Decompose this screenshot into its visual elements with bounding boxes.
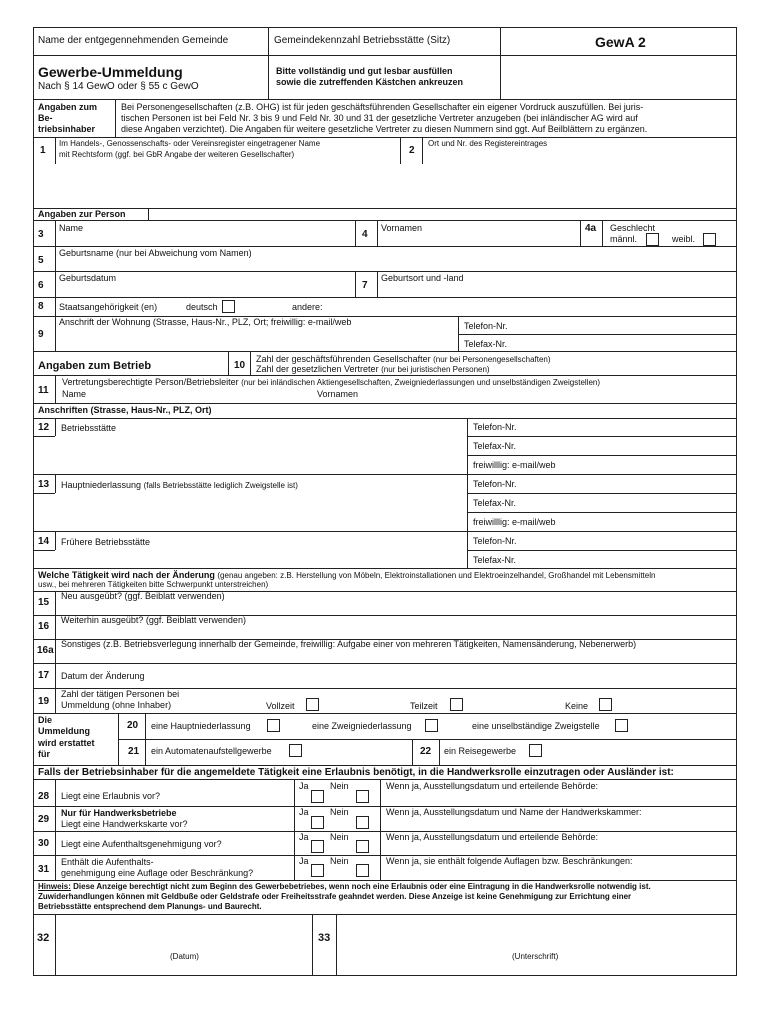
field-30-wenn-label: Wenn ja, Ausstellungsdatum und erteilende Behörde:: [386, 832, 598, 842]
field-17-input[interactable]: [160, 665, 736, 687]
field-12-number: 12: [38, 422, 50, 433]
field-11-number: 11: [38, 385, 49, 396]
field-9-telefon-label: Telefon-Nr.: [464, 321, 508, 331]
field-11-label-1: Vertretungsberechtigte Person/Betriebsleiter (nur bei inländischen Aktiengesellschaften, Zweigniederlassungen und unselbständigen Zweigstellen): [62, 377, 601, 387]
person-heading: Angaben zur Person: [38, 209, 126, 219]
field-14-input[interactable]: [34, 551, 467, 568]
field-17-label: Datum der Änderung: [61, 671, 145, 681]
field-6-label: Geburtsdatum: [59, 273, 117, 283]
field-31-nein-checkbox[interactable]: [356, 864, 369, 877]
field-3-input[interactable]: [56, 232, 355, 246]
instruction-line-1: Bitte vollständig und gut lesbar ausfüllen: [276, 66, 453, 76]
field-31-wenn-label: Wenn ja, sie enthält folgende Auflagen bzw. Beschränkungen:: [386, 856, 633, 866]
date-caption: (Datum): [170, 952, 199, 961]
field-6-number: 6: [38, 280, 44, 291]
field-30-input[interactable]: [381, 843, 736, 855]
field-2-label: Ort und Nr. des Registereintrages: [428, 139, 548, 148]
field-4a-number: 4a: [585, 223, 597, 234]
field-29-ja-label: Ja: [299, 807, 309, 817]
field-4-number: 4: [362, 229, 368, 240]
field-31-ja-checkbox[interactable]: [311, 864, 324, 877]
field-29-input[interactable]: [381, 818, 736, 831]
nationality-german-label: deutsch: [186, 302, 218, 312]
anschriften-heading: Anschriften (Strasse, Haus-Nr., PLZ, Ort): [38, 405, 212, 415]
field-13-number: 13: [38, 479, 50, 490]
field-12-label: Betriebsstätte: [61, 423, 117, 433]
inhaber-label-3: triebsinhaber: [38, 124, 96, 134]
field-30-label: Liegt eine Aufenthaltsgenehmigung vor?: [61, 839, 222, 849]
field-31-number: 31: [38, 864, 50, 875]
field-15-number: 15: [38, 597, 50, 608]
unselbstaendige-zweigstelle-checkbox[interactable]: [615, 719, 628, 732]
vollzeit-label: Vollzeit: [266, 701, 295, 711]
gender-male-checkbox[interactable]: [646, 233, 659, 246]
reisegewerbe-checkbox[interactable]: [529, 744, 542, 757]
field-28-label: Liegt eine Erlaubnis vor?: [61, 791, 161, 801]
inhaber-note-2: tischen Personen ist bei Feld Nr. 3 bis 9 und Feld Nr. 30 und 31 der gesetzliche Vertreter anzugeben (bei inländischer AG wird auf: [121, 113, 638, 123]
field-9-number: 9: [38, 329, 44, 340]
inhaber-note-1: Bei Personengesellschaften (z.B. OHG) ist für jeden geschäftsführenden Gesellschafter ein eigener Vordruck auszufüllen. Bei juris-: [121, 102, 644, 112]
keine-checkbox[interactable]: [599, 698, 612, 711]
field-16-input[interactable]: [56, 626, 736, 639]
field-29-number: 29: [38, 814, 50, 825]
field-4a-label: Geschlecht: [610, 223, 656, 233]
field-19-label-2: Ummeldung (ohne Inhaber): [61, 700, 172, 710]
field-1-number: 1: [40, 145, 46, 156]
nationality-german-checkbox[interactable]: [222, 300, 235, 313]
field-30-ja-checkbox[interactable]: [311, 840, 324, 853]
field-11-name-label: Name: [62, 389, 87, 399]
vollzeit-checkbox[interactable]: [306, 698, 319, 711]
field-5-label: Geburtsname (nur bei Abweichung vom Namen): [59, 248, 252, 258]
betrieb-heading: Angaben zum Betrieb: [38, 360, 152, 372]
inhaber-label-1: Angaben zum: [38, 102, 98, 112]
field-16-label: Weiterhin ausgeübt? (ggf. Beiblatt verwenden): [61, 615, 246, 625]
unselbstaendige-zweigstelle-label: eine unselbständige Zweigstelle: [472, 721, 600, 731]
field-12-web-label: freiwilllig: e-mail/web: [473, 460, 556, 470]
field-28-input[interactable]: [381, 792, 736, 806]
field-28-nein-label: Nein: [330, 781, 349, 791]
hauptniederlassung-checkbox[interactable]: [267, 719, 280, 732]
field-29-nein-checkbox[interactable]: [356, 816, 369, 829]
instruction-line-2: sowie die zutreffenden Kästchen ankreuzen: [276, 77, 464, 87]
field-12-input[interactable]: [34, 437, 467, 474]
field-16-number: 16: [38, 621, 50, 632]
field-2-number: 2: [409, 145, 415, 156]
field-12-telefax-label: Telefax-Nr.: [473, 441, 517, 451]
field-14-telefon-label: Telefon-Nr.: [473, 536, 517, 546]
field-29-nein-label: Nein: [330, 807, 349, 817]
hauptniederlassung-label: eine Hauptniederlassung: [151, 721, 251, 731]
field-22-number: 22: [420, 746, 432, 757]
field-32-number: 32: [37, 932, 50, 944]
field-29-label-1: Nur für Handwerksbetriebe: [61, 808, 177, 818]
hinweis-line-1: Hinweis: Diese Anzeige berechtigt nicht zum Beginn des Gewerbebetriebes, wenn noch eine Erlaubnis oder eine Eintragung in die Handwerksrolle notwendig ist.: [38, 882, 651, 891]
field-13-web-label: freiwilllig: e-mail/web: [473, 517, 556, 527]
field-30-nein-label: Nein: [330, 832, 349, 842]
hinweis-line-3: Betriebsstätte entsprechend dem Planungs- und Baurecht.: [38, 902, 262, 911]
field-29-wenn-label: Wenn ja, Ausstellungsdatum und Name der Handwerkskammer:: [386, 807, 642, 817]
field-16a-label: Sonstiges (z.B. Betriebsverlegung innerhalb der Gemeinde, freiwillig: Aufgabe einer von mehreren Tätigkeiten, Namensänderung, Nebenerwerb): [61, 639, 637, 649]
field-31-label-1: Enthält die Aufenthalts-: [61, 857, 154, 867]
field-28-ja-checkbox[interactable]: [311, 790, 324, 803]
gender-female-checkbox[interactable]: [703, 233, 716, 246]
field-33-number: 33: [318, 932, 331, 944]
field-19-number: 19: [38, 696, 50, 707]
field-9-input[interactable]: [56, 328, 458, 351]
zweigniederlassung-label: eine Zweigniederlassung: [312, 721, 412, 731]
erstattet-label-1: Die: [38, 715, 53, 725]
field-21-number: 21: [128, 746, 140, 757]
field-6-input[interactable]: [56, 283, 355, 297]
teilzeit-checkbox[interactable]: [450, 698, 463, 711]
field-8-label: Staatsangehörigkeit (en): [59, 302, 158, 312]
field-7-input[interactable]: [378, 283, 736, 297]
field-1-label-1: Im Handels-, Genossenschafts- oder Vereinsregister eingetragener Name: [59, 139, 321, 148]
field-5-number: 5: [38, 255, 44, 266]
erstattet-label-3: wird erstattet: [38, 738, 95, 748]
erlaubnis-heading: Falls der Betriebsinhaber für die angemeldete Tätigkeit eine Erlaubnis benötigt, in die Handwerksrolle einzutragen oder Ausländer ist:: [38, 767, 674, 778]
field-16a-input[interactable]: [56, 650, 736, 663]
field-31-label-2: genehmigung eine Auflage oder Beschränkung?: [61, 868, 254, 878]
field-13-input[interactable]: [34, 494, 467, 531]
erstattet-label-2: Ummeldung: [38, 726, 91, 736]
field-2-input[interactable]: [423, 148, 736, 164]
page-title: Gewerbe-Ummeldung: [38, 64, 183, 80]
hinweis-line-2: Zuwiderhandlungen können mit Geldbuße oder Geldstrafe oder Freiheitsstrafe geahndet werden. Diese Anzeige ist keine Genehmigung zur Errichtung einer: [38, 892, 632, 901]
field-20-number: 20: [127, 720, 139, 731]
erstattet-label-4: für: [38, 749, 50, 759]
field-29-ja-checkbox[interactable]: [311, 816, 324, 829]
field-31-input[interactable]: [381, 867, 736, 880]
form-id: GewA 2: [595, 34, 646, 50]
field-1-label-2: mit Rechtsform (ggf. bei GbR Angabe der weiteren Gesellschafter): [59, 150, 295, 159]
inhaber-note-3: diese Angaben verzichtet). Die Angaben für weitere gesetzliche Vertreter zu diesen Nummern sind ggt. Auf Beilblättern zu ergänzen.: [121, 124, 648, 134]
field-28-ja-label: Ja: [299, 781, 309, 791]
field-15-input[interactable]: [56, 602, 736, 615]
field-15-label: Neu ausgeübt? (ggf. Beiblatt verwenden): [61, 591, 225, 601]
field-4-label: Vornamen: [381, 223, 423, 233]
gkz-label: Gemeindekennzahl Betriebsstätte (Sitz): [274, 35, 451, 46]
taetigkeit-heading: Welche Tätigkeit wird nach der Änderung (genau angeben: z.B. Herstellung von Möbeln, Elektroinstallationen und Elektroeinzelhandel, Großhandel mit Lebensmitteln: [38, 570, 656, 580]
field-1-input[interactable]: [56, 164, 736, 208]
field-9-telefax-label: Telefax-Nr.: [464, 339, 508, 349]
field-4-input[interactable]: [378, 232, 580, 246]
field-3-label: Name: [59, 223, 84, 233]
field-8-number: 8: [38, 301, 44, 312]
field-31-ja-label: Ja: [299, 856, 309, 866]
field-3-number: 3: [38, 229, 44, 240]
field-7-label: Geburtsort und -land: [381, 273, 464, 283]
field-28-number: 28: [38, 791, 50, 802]
nationality-other-label: andere:: [292, 302, 323, 312]
field-14-number: 14: [38, 536, 50, 547]
field-7-number: 7: [362, 280, 368, 291]
field-9-label: Anschrift der Wohnung (Strasse, Haus-Nr., PLZ, Ort; freiwillig: e-mail/web: [59, 317, 352, 327]
nationality-other-input[interactable]: [330, 299, 736, 315]
field-14-label: Frühere Betriebsstätte: [61, 537, 151, 547]
field-13-label: Hauptniederlassung (falls Betriebsstätte lediglich Zweigstelle ist): [61, 480, 298, 490]
field-13-telefon-label: Telefon-Nr.: [473, 479, 517, 489]
field-10-label-1: Zahl der geschäftsführenden Gesellschafter (nur bei Personengesellschaften): [256, 354, 551, 364]
reisegewerbe-label: ein Reisegewerbe: [444, 746, 517, 756]
field-30-nein-checkbox[interactable]: [356, 840, 369, 853]
zweigniederlassung-checkbox[interactable]: [425, 719, 438, 732]
field-17-number: 17: [38, 670, 50, 681]
field-11-vornamen-label: Vornamen: [317, 389, 359, 399]
field-31-nein-label: Nein: [330, 856, 349, 866]
field-16a-number: 16a: [37, 645, 54, 656]
teilzeit-label: Teilzeit: [410, 701, 438, 711]
field-12-telefon-label: Telefon-Nr.: [473, 422, 517, 432]
field-13-telefax-label: Telefax-Nr.: [473, 498, 517, 508]
field-10-label-2: Zahl der gesetzlichen Vertreter (nur bei juristischen Personen): [256, 364, 490, 374]
gemeinde-label: Name der entgegennehmenden Gemeinde: [38, 35, 229, 46]
page-subtitle: Nach § 14 GewO oder § 55 c GewO: [38, 81, 199, 92]
field-28-wenn-label: Wenn ja, Ausstellungsdatum und erteilende Behörde:: [386, 781, 598, 791]
field-29-label-2: Liegt eine Handwerkskarte vor?: [61, 819, 188, 829]
inhaber-label-2: Be-: [38, 113, 53, 123]
field-19-label-1: Zahl der tätigen Personen bei: [61, 689, 180, 699]
gender-female-label: weibl.: [672, 234, 696, 244]
taetigkeit-heading-2: usw., bei mehreren Tätigkeiten bitte Schwerpunkt unterstreichen): [38, 580, 269, 589]
signature-caption: (Unterschrift): [512, 952, 559, 961]
keine-label: Keine: [565, 701, 589, 711]
automatenaufstellgewerbe-checkbox[interactable]: [289, 744, 302, 757]
field-30-number: 30: [38, 838, 50, 849]
field-14-telefax-label: Telefax-Nr.: [473, 555, 517, 565]
gender-male-label: männl.: [610, 234, 638, 244]
automatenaufstellgewerbe-label: ein Automatenaufstellgewerbe: [151, 746, 272, 756]
field-5-input[interactable]: [56, 258, 736, 271]
field-30-ja-label: Ja: [299, 832, 309, 842]
field-28-nein-checkbox[interactable]: [356, 790, 369, 803]
field-10-number: 10: [234, 360, 246, 371]
